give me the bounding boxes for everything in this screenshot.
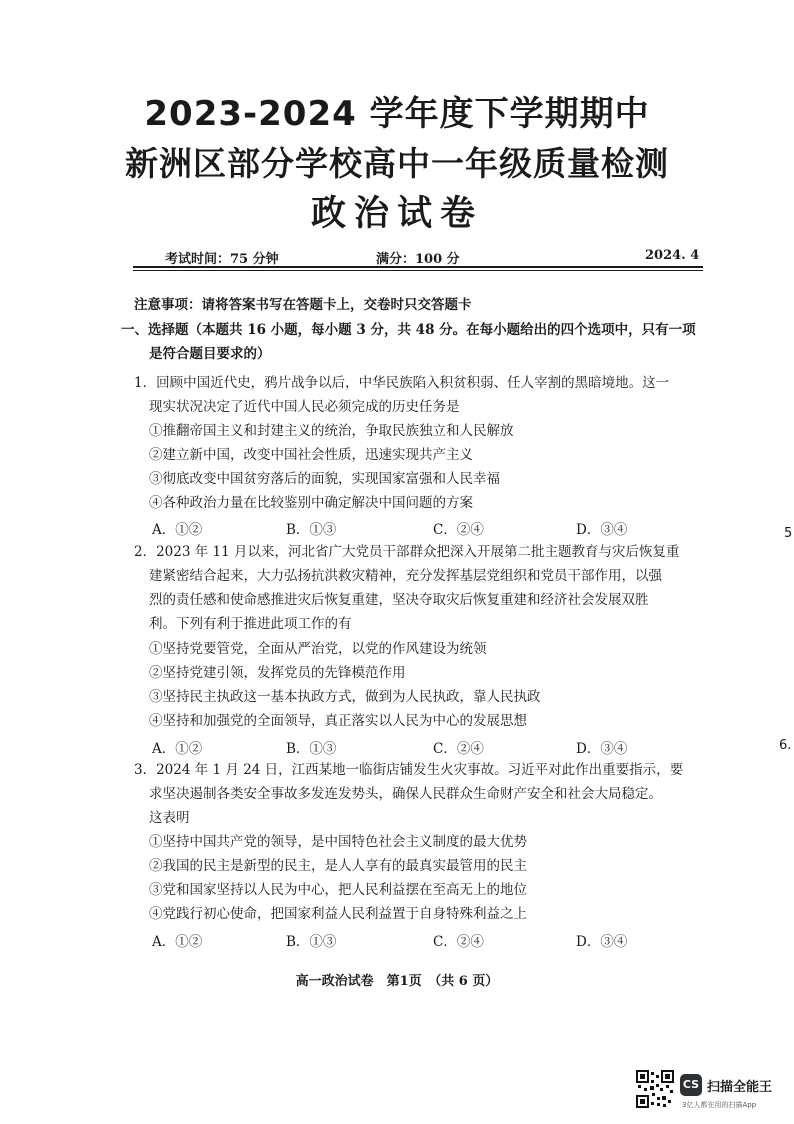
question-1-item: ②建立新中国，改变中国社会性质，迅速实现共产主义 [149,447,473,463]
question-3-item: ③党和国家坚持以人民为中心，把人民利益摆在至高无上的地位 [149,882,527,898]
header-rule-thin [133,270,703,271]
question-2-option-c[interactable]: C．②④ [433,741,484,757]
exam-time: 考试时间：75 分钟 [165,252,279,267]
margin-mark: 5 [784,526,793,541]
question-2-stem: 烈的责任感和使命感推进灾后恢复重建，坚决夺取灾后恢复重建和经济社会发展双胜 [149,592,649,608]
scanner-app-tagline: 3亿人都在用的扫描App [682,1101,757,1109]
question-3-item: ②我国的民主是新型的民主，是人人享有的最真实最管用的民主 [149,858,527,874]
question-2-option-b[interactable]: B．①③ [286,741,337,757]
qr-code-icon [636,1070,674,1108]
question-2-stem: 利。下列有利于推进此项工作的有 [149,616,352,632]
question-3-stem: 这表明 [149,810,190,826]
question-1-option-b[interactable]: B．①③ [286,522,337,538]
question-1-option-a[interactable]: A．①② [152,522,203,538]
question-1-option-c[interactable]: C．②④ [433,522,484,538]
margin-mark: 6. [779,738,792,753]
full-score: 满分：100 分 [376,252,460,267]
exam-subject-title: 政治试卷 [310,194,483,234]
question-3-option-b[interactable]: B．①③ [286,934,337,950]
exam-date: 2024. 4 [645,248,700,263]
question-2-option-d[interactable]: D．③④ [576,741,628,757]
scanner-app-name: 扫描全能王 [707,1080,773,1095]
question-1-item: ④各种政治力量在比较鉴别中确定解决中国问题的方案 [149,495,473,511]
question-2-stem: 建紧密结合起来，大力弘扬抗洪救灾精神，充分发挥基层党组织和党员干部作用，以强 [149,568,662,584]
header-rule [133,266,703,268]
question-3-item: ①坚持中国共产党的领导，是中国特色社会主义制度的最大优势 [149,834,527,850]
question-1-option-d[interactable]: D．③④ [576,522,628,538]
question-2-item: ①坚持党要管党，全面从严治党，以党的作风建设为统领 [149,641,487,657]
question-3-option-a[interactable]: A．①② [152,934,203,950]
notice: 注意事项：请将答案书写在答题卡上，交卷时只交答题卡 [134,297,472,313]
camscanner-logo-icon: CS [680,1074,702,1096]
question-1-stem: 现实状况决定了近代中国人民必须完成的历史任务是 [149,399,460,415]
question-1-item: ③彻底改变中国贫穷落后的面貌，实现国家富强和人民幸福 [149,471,500,487]
question-3-stem: 3．2024 年 1 月 24 日，江西某地一临街店铺发生火灾事故。习近平对此作出重要指示，要 [134,762,684,778]
question-3-option-d[interactable]: D．③④ [576,934,628,950]
question-2-item: ④坚持和加强党的全面领导，真正落实以人民为中心的发展思想 [149,713,527,729]
question-2-option-a[interactable]: A．①② [152,741,203,757]
question-3-item: ④党践行初心使命，把国家利益人民利益置于自身特殊利益之上 [149,906,527,922]
question-2-item: ③坚持民主执政这一基本执政方式，做到为人民执政，靠人民执政 [149,689,541,705]
section-heading-cont: 是符合题目要求的） [149,346,271,362]
question-3-option-c[interactable]: C．②④ [433,934,484,950]
exam-title-line1: 2023-2024 学年度下学期期中 [144,94,650,134]
exam-title-line2: 新洲区部分学校高中一年级质量检测 [125,144,669,183]
page-footer: 高一政治试卷 第1页 （共 6 页） [295,974,499,989]
question-2-item: ②坚持党建引领，发挥党员的先锋模范作用 [149,665,406,681]
question-1-item: ①推翻帝国主义和封建主义的统治，争取民族独立和人民解放 [149,423,514,439]
question-1-stem: 1．回顾中国近代史，鸦片战争以后，中华民族陷入积贫积弱、任人宰割的黑暗境地。这一 [134,375,670,391]
question-2-stem: 2．2023 年 11 月以来，河北省广大党员干部群众把深入开展第二批主题教育与灾后恢复重 [134,544,680,560]
question-3-stem: 求坚决遏制各类安全事故多发连发势头，确保人民群众生命财产安全和社会大局稳定。 [149,786,662,802]
section-heading: 一、选择题（本题共 16 小题，每小题 3 分，共 48 分。在每小题给出的四个选项中，只有一项 [121,322,696,338]
